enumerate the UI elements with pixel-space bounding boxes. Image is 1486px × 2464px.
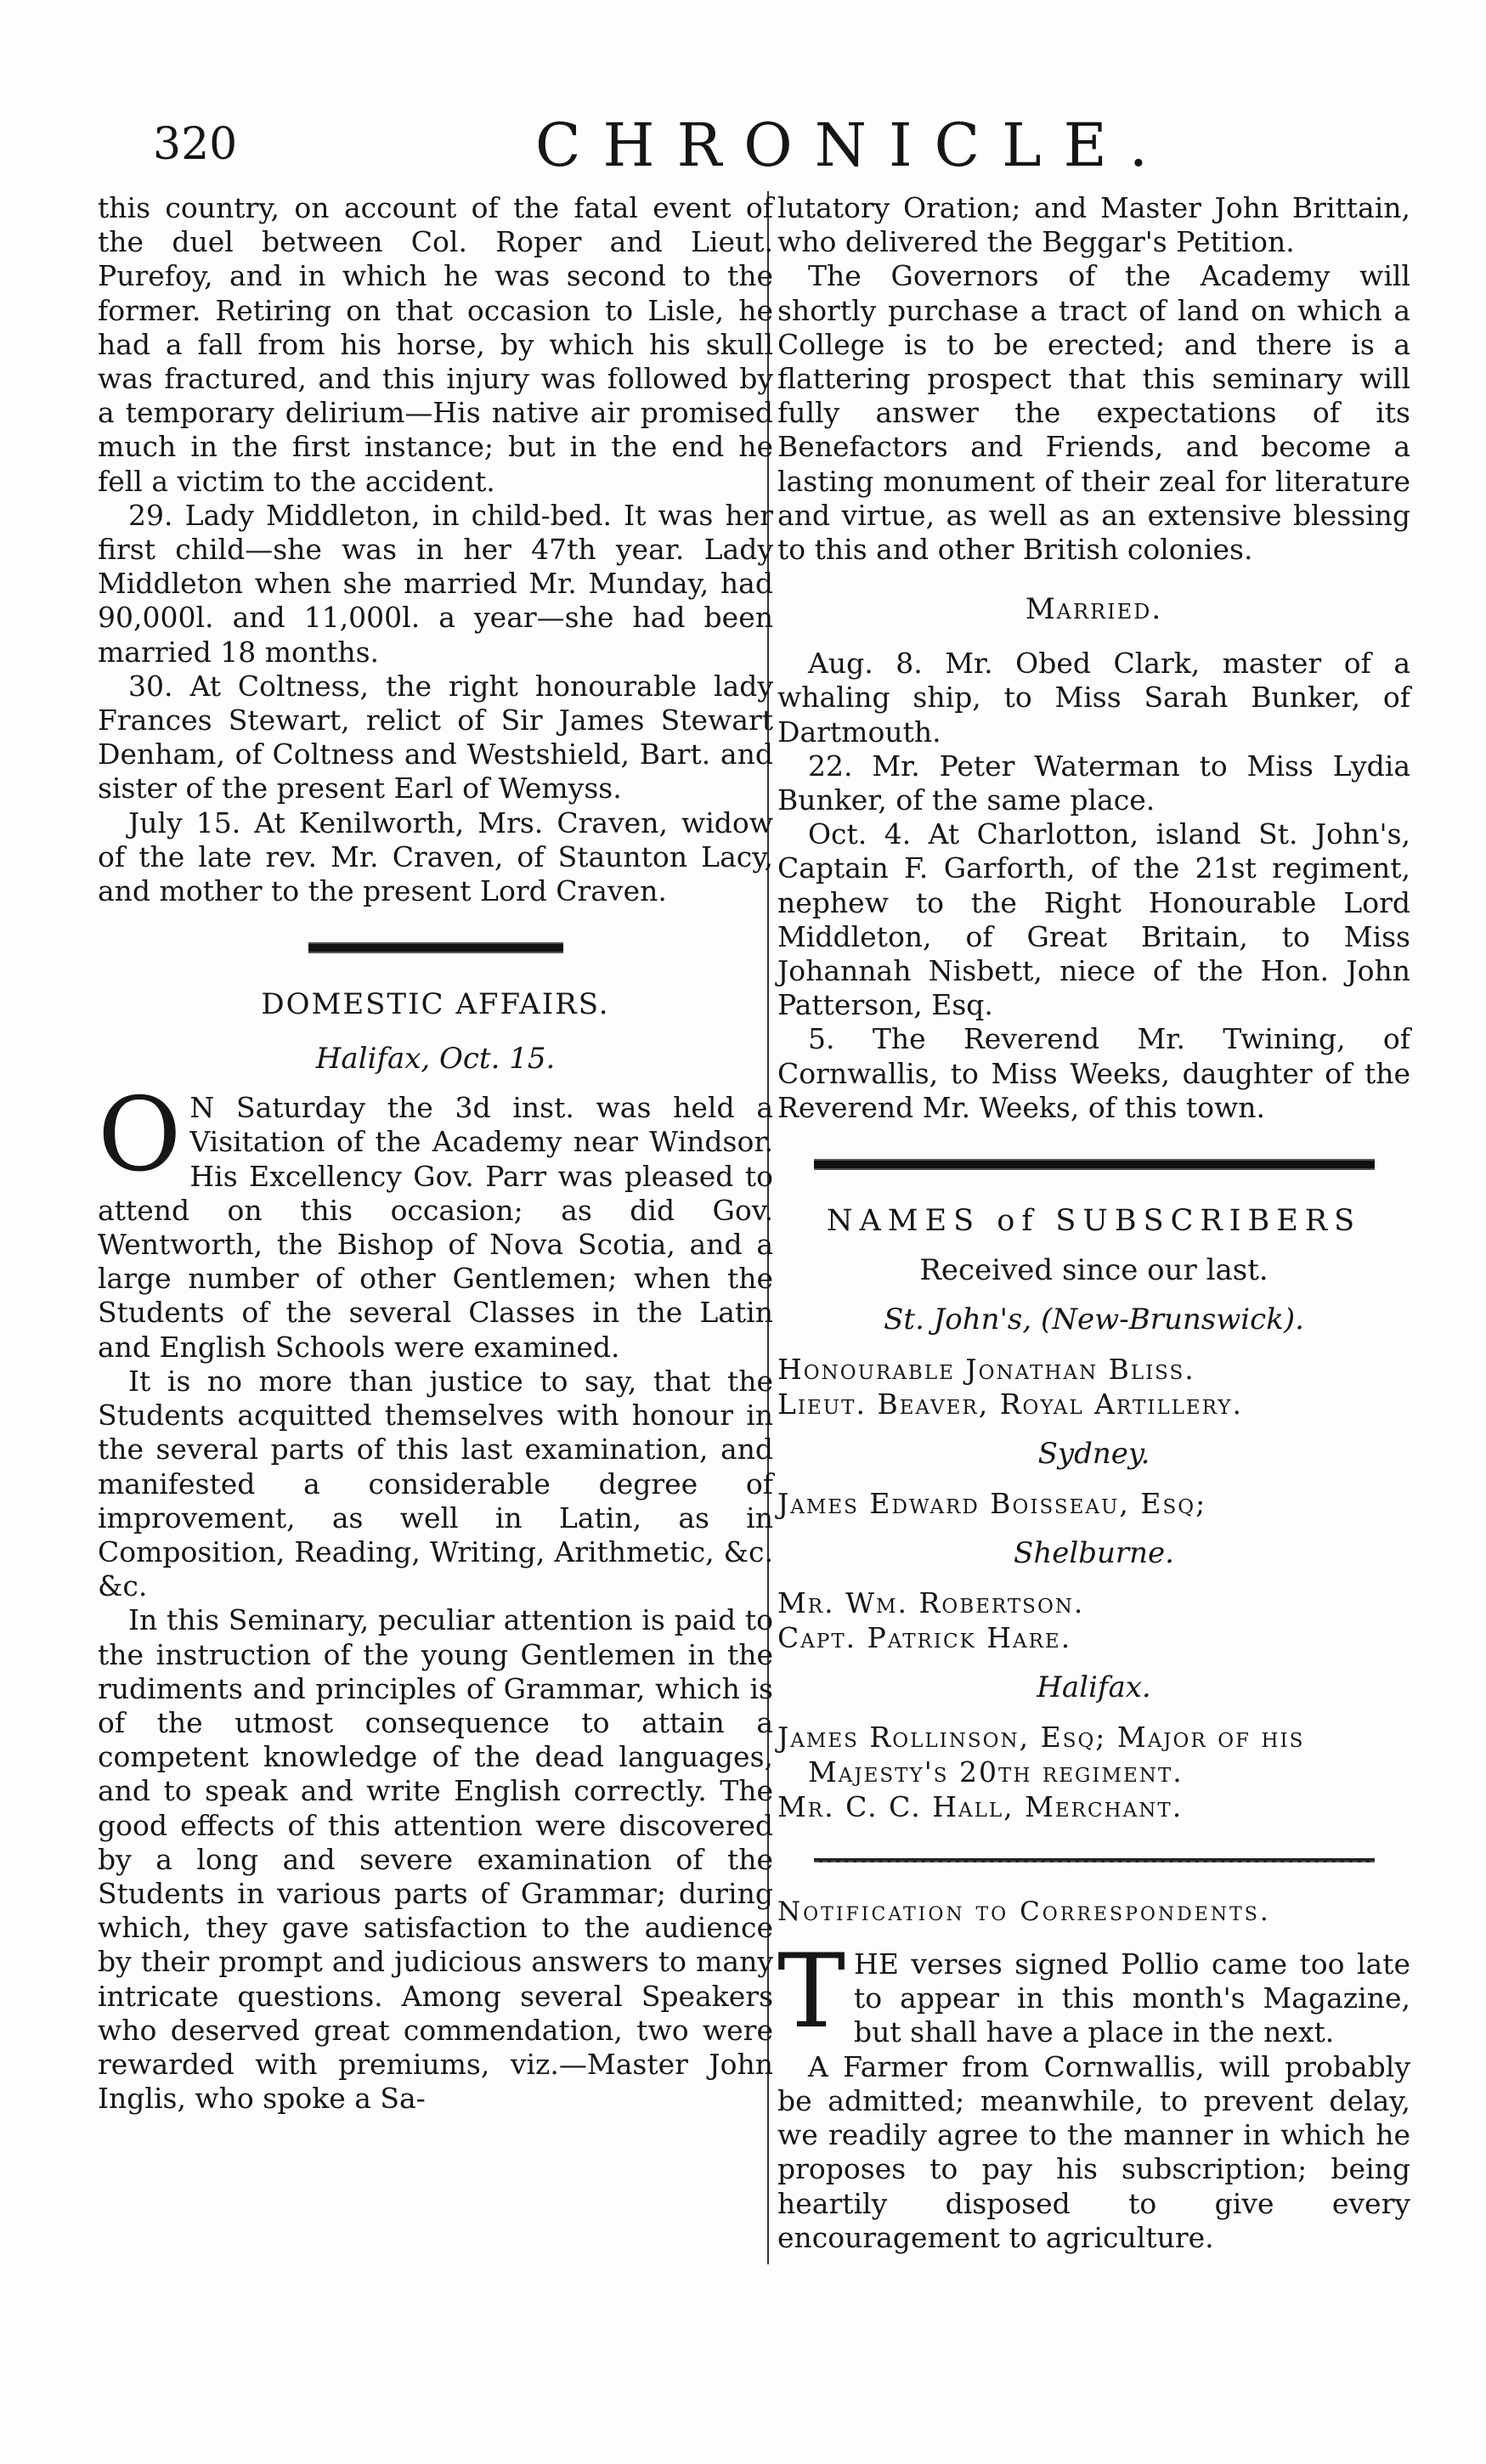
drop-cap: T (777, 1933, 846, 2052)
right-column (777, 191, 1410, 2255)
section-rule (814, 1858, 1375, 1862)
subscriber-place: Sydney. (1037, 1437, 1150, 1472)
seminary-paragraph: In this Seminary, peculiar attention is paid to the instruction of the young Gentlemen in the rudiments and principles of Grammar, which is of the utmost consequence to attain a competent knowledge of the dead languages, and to speak and write English correctly. The good effects of this attention were discovered by a long and severe examination of the Students in various parts of Grammar; during which, they gave satisfaction to the audience by their prompt and judicious answers to many intricate questions. Among several Speakers who deserved great commendation, two were rewarded with premiums, viz.—Master John Inglis, who spoke a Sa- (98, 1603, 773, 2116)
subscriber-name: Honourable Jonathan Bliss. (777, 1353, 1195, 1387)
section-rule (308, 942, 563, 953)
domestic-affairs-heading: DOMESTIC AFFAIRS. (261, 987, 610, 1022)
obituary-middleton: 29. Lady Middleton, in child-bed. It was her first child—she was in her 47th year. Lady Middleton when she married Mr. Munday, had 90,000l. and 11,000l. a year—she had been married 18 months. (98, 498, 773, 669)
subscriber-place: St. John's, (New-Brunswick). (884, 1303, 1304, 1337)
oration-continuation: lutatory Oration; and Master John Brittain, who delivered the Beggar's Petition. (777, 191, 1410, 259)
married-heading: Married. (1025, 592, 1163, 627)
academy-visitation-paragraph: N Saturday the 3d inst. was held a Visitation of the Academy near Windsor. His Excellency Gov. Parr was pleased to attend on this occasion; as did Gov. Wentworth, the Bishop of Nova Scotia, and a large number of other Gentlemen; when the Students of the several Classes in the Latin and English Schools were examined. (98, 1091, 773, 1364)
subscribers-heading: NAMES of SUBSCRIBERS (826, 1204, 1362, 1239)
students-paragraph: It is no more than justice to say, that the Students acquitted themselves with honour in the several parts of this last examination, and manifested a considerable degree of improvement, as well in Latin, as in Composition, Reading, Writing, Arithmetic, &c. &c. (98, 1364, 773, 1603)
section-rule (814, 1159, 1375, 1170)
marriage-garforth: Oct. 4. At Charlotton, island St. John's, Captain F. Garforth, of the 21st regiment, nephew to the Right Honourable Lord Middleton, of Great Britain, to Miss Johannah Nisbett, niece of the Hon. John Patterson, Esq. (777, 817, 1410, 1022)
notification-heading: Notification to Correspondents. (777, 1896, 1271, 1928)
marriage-waterman: 22. Mr. Peter Waterman to Miss Lydia Bunker, of the same place. (777, 749, 1410, 817)
obituary-stewart: 30. At Coltness, the right honourable lady Frances Stewart, relict of Sir James Stewart Denham, of Coltness and Westshield, Bart. and sister of the present Earl of Wemyss. (98, 669, 773, 805)
governors-paragraph: The Governors of the Academy will shortly purchase a tract of land on which a College is to be erected; and there is a flattering prospect that this seminary will fully answer the expectations of its Benefactors and Friends, and become a lasting monument of their zeal for literature and virtue, as well as an extensive blessing to this and other British colonies. (777, 259, 1410, 567)
subscriber-place: Halifax. (1037, 1670, 1151, 1705)
subscriber-name: Lieut. Beaver, Royal Artillery. (777, 1387, 1243, 1421)
notice-farmer: A Farmer from Cornwallis, will probably be admitted; meanwhile, to prevent delay, we readily agree to the manner in which he proposes to pay his subscription; being heartily disposed to give every encouragement to agriculture. (777, 2049, 1410, 2254)
subscriber-place: Shelburne. (1014, 1536, 1174, 1571)
subscriber-name: James Edward Boisseau, Esq; (777, 1487, 1207, 1521)
obituary-continuation: this country, on account of the fatal event of the duel between Col. Roper and Lieut. Purefoy, and in which he was second to the former. Retiring on that occasion to Lisle, he had a fall from his horse, by which his skull was fractured, and this injury was followed by a temporary delirium—His native air promised much in the first instance; but in the end he fell a victim to the accident. (98, 191, 773, 498)
drop-cap: O (98, 1077, 182, 1195)
page-header (153, 85, 1342, 178)
marriage-clark: Aug. 8. Mr. Obed Clark, master of a whaling ship, to Miss Sarah Bunker, of Dartmouth. (777, 647, 1410, 749)
left-column (98, 191, 773, 2116)
marriage-twining: 5. The Reverend Mr. Twining, of Cornwallis, to Miss Weeks, daughter of the Reverend Mr. Weeks, of this town. (777, 1022, 1410, 1124)
page-number: 320 (153, 119, 238, 170)
subscriber-name: Capt. Patrick Hare. (777, 1621, 1072, 1655)
obituary-craven: July 15. At Kenilworth, Mrs. Craven, widow of the late rev. Mr. Craven, of Staunton Lacy, and mother to the present Lord Craven. (98, 805, 773, 908)
subscribers-subheading: Received since our last. (919, 1253, 1268, 1288)
subscriber-name: Mr. C. C. Hall, Merchant. (777, 1790, 1184, 1824)
running-head: CHRONICLE. (535, 110, 1170, 180)
dateline: Halifax, Oct. 15. (315, 1042, 556, 1077)
subscriber-name: James Rollinson, Esq; Major of his Majesty's 20th regiment. (777, 1721, 1305, 1789)
subscriber-name: Mr. Wm. Robertson. (777, 1586, 1085, 1620)
notice-pollio: HE verses signed Pollio came too late to appear in this month's Magazine, but shall have a place in the next. (854, 1947, 1410, 2049)
